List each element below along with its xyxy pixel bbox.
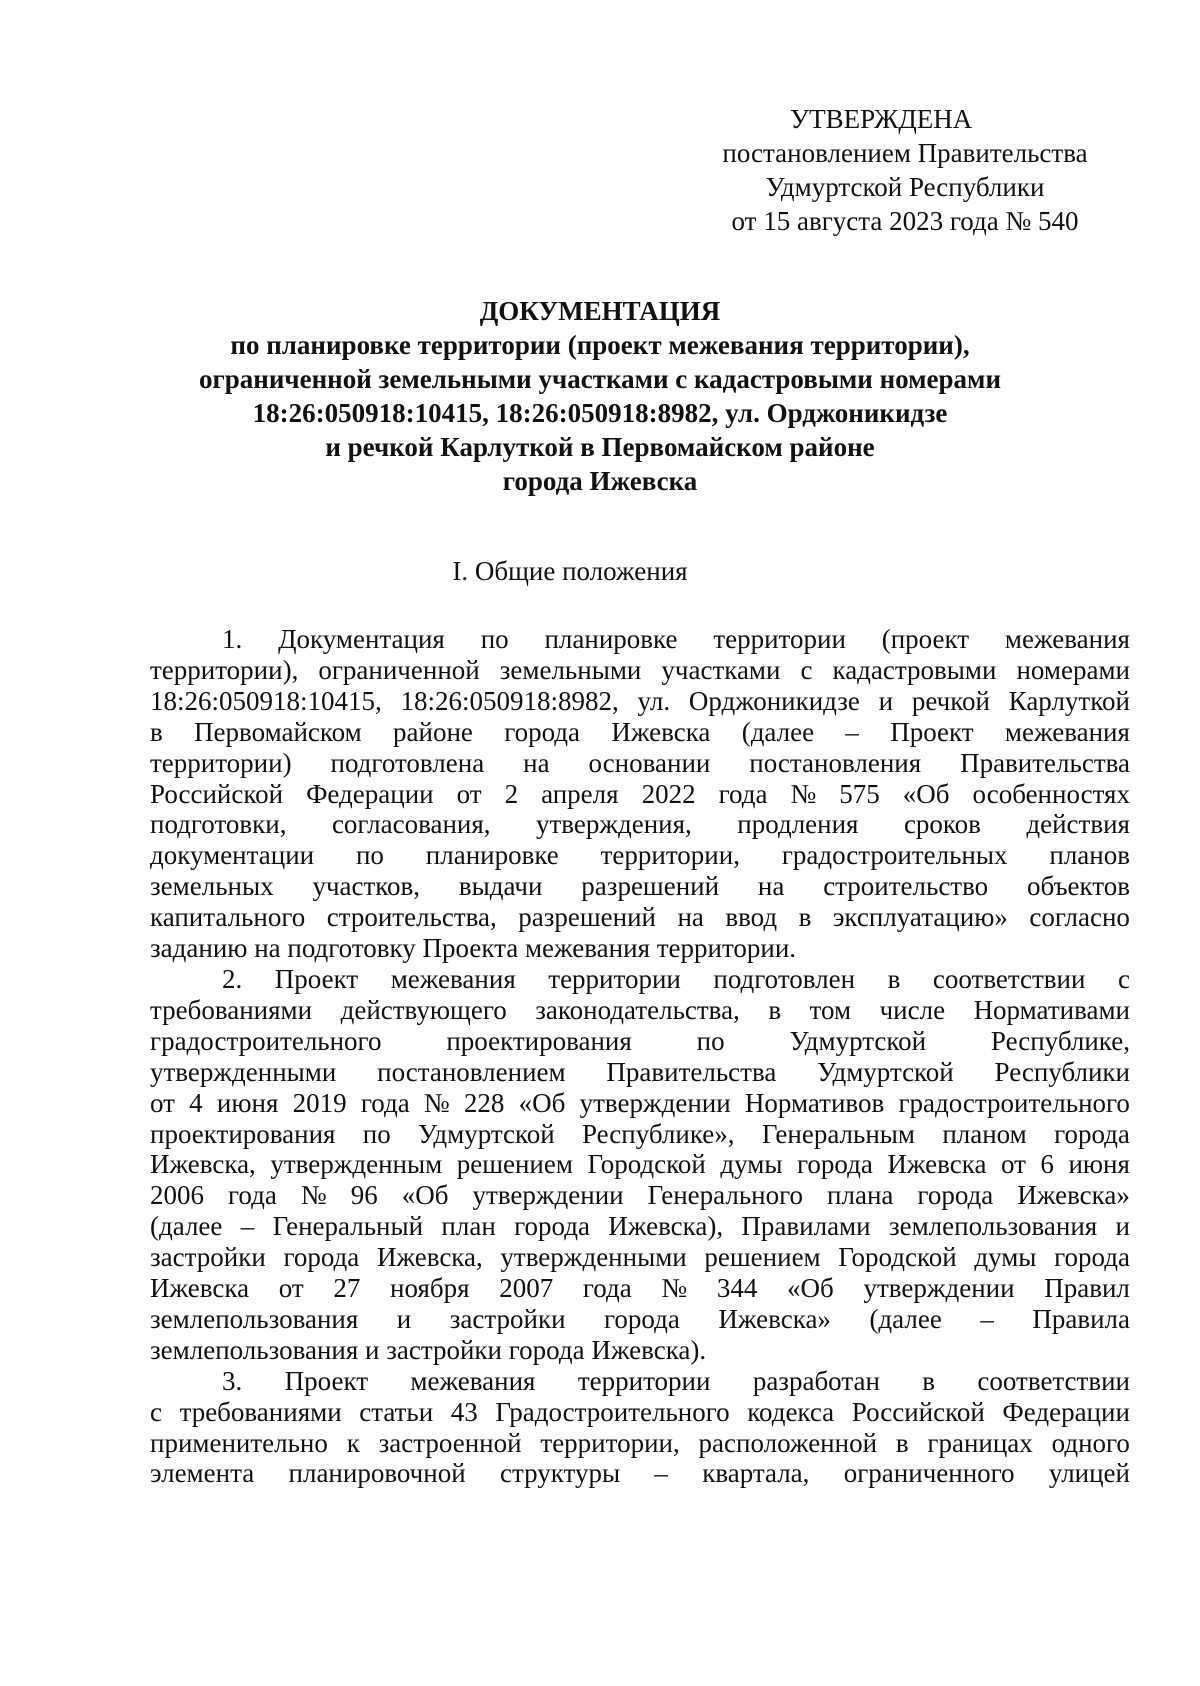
body-line: землепользования и застройки города Ижевска» (далее – Правила — [150, 1303, 1130, 1334]
approval-line: постановлением Правительства — [722, 138, 1088, 168]
body-line: подготовки, согласования, утверждения, продления сроков действия — [150, 809, 1130, 840]
approval-line: от 15 августа 2023 года № 540 — [731, 206, 1079, 236]
body-line: (далее – Генеральный план города Ижевска), Правилами землепользования и — [150, 1211, 1130, 1242]
body-line: 3. Проект межевания территории разработан в соответствии — [222, 1365, 1130, 1396]
body-line: требованиями действующего законодательства, в том числе Нормативами — [150, 994, 1130, 1025]
body-line: заданию на подготовку Проекта межевания территории. — [150, 933, 797, 964]
body-line: утвержденными постановлением Правительства Удмуртской Республики — [150, 1056, 1130, 1087]
body-line: капитального строительства, разрешений на ввод в эксплуатацию» согласно — [150, 902, 1130, 933]
body-line: 1. Документация по планировке территории (проект межевания — [222, 624, 1130, 654]
document-title — [180, 294, 1020, 498]
body-line: 2. Проект межевания территории подготовлен в соответствии с — [222, 963, 1130, 994]
body-line: 2006 года № 96 «Об утверждении Генерального плана города Ижевска» — [150, 1180, 1130, 1211]
approval-line: Удмуртской Республики — [765, 172, 1045, 202]
body-line: Ижевска, утвержденным решением Городской думы города Ижевска от 6 июня — [150, 1149, 1130, 1180]
body-text — [150, 624, 1130, 1489]
title-line: по планировке территории (проект межевания территории), — [230, 330, 970, 360]
body-line: с требованиями статьи 43 Градостроительного кодекса Российской Федерации — [150, 1396, 1130, 1427]
body-line: документации по планировке территории, градостроительных планов — [150, 840, 1130, 871]
body-line: элемента планировочной структуры – квартала, ограниченного улицей — [150, 1458, 1130, 1489]
body-line: территории), ограниченной земельными участками с кадастровыми номерами — [150, 654, 1130, 685]
title-line: 18:26:050918:10415, 18:26:050918:8982, ул. Орджоникидзе — [252, 398, 948, 428]
body-line: применительно к застроенной территории, расположенной в границах одного — [150, 1427, 1130, 1458]
body-line: землепользования и застройки города Ижевска). — [150, 1334, 707, 1365]
body-line: Ижевска от 27 ноября 2007 года № 344 «Об утверждении Правил — [150, 1273, 1130, 1304]
body-line: земельных участков, выдачи разрешений на строительство объектов — [150, 871, 1130, 902]
title-line: ДОКУМЕНТАЦИЯ — [479, 296, 721, 326]
title-line: ограниченной земельными участками с кадастровыми номерами — [198, 364, 1001, 394]
approval-stamp — [690, 102, 1120, 238]
section-heading: I. Общие положения — [452, 556, 688, 586]
body-line: проектирования по Удмуртской Республике», Генеральным планом города — [150, 1118, 1130, 1149]
body-line: территории) подготовлена на основании постановления Правительства — [150, 747, 1130, 778]
title-line: города Ижевска — [502, 466, 698, 496]
body-line: от 4 июня 2019 года № 228 «Об утверждении Нормативов градостроительного — [150, 1087, 1130, 1118]
body-line: 18:26:050918:10415, 18:26:050918:8982, ул. Орджоникидзе и речкой Карлуткой — [150, 685, 1130, 716]
body-line: застройки города Ижевска, утвержденными решением Городской думы города — [150, 1242, 1130, 1273]
title-line: и речкой Карлуткой в Первомайском районе — [325, 432, 875, 462]
body-line: градостроительного проектирования по Удмуртской Республике, — [150, 1025, 1130, 1056]
approval-line: УТВЕРЖДЕНА — [790, 104, 973, 134]
body-line: Российской Федерации от 2 апреля 2022 года № 575 «Об особенностях — [150, 778, 1130, 809]
body-line: в Первомайском районе города Ижевска (далее – Проект межевания — [150, 716, 1130, 747]
